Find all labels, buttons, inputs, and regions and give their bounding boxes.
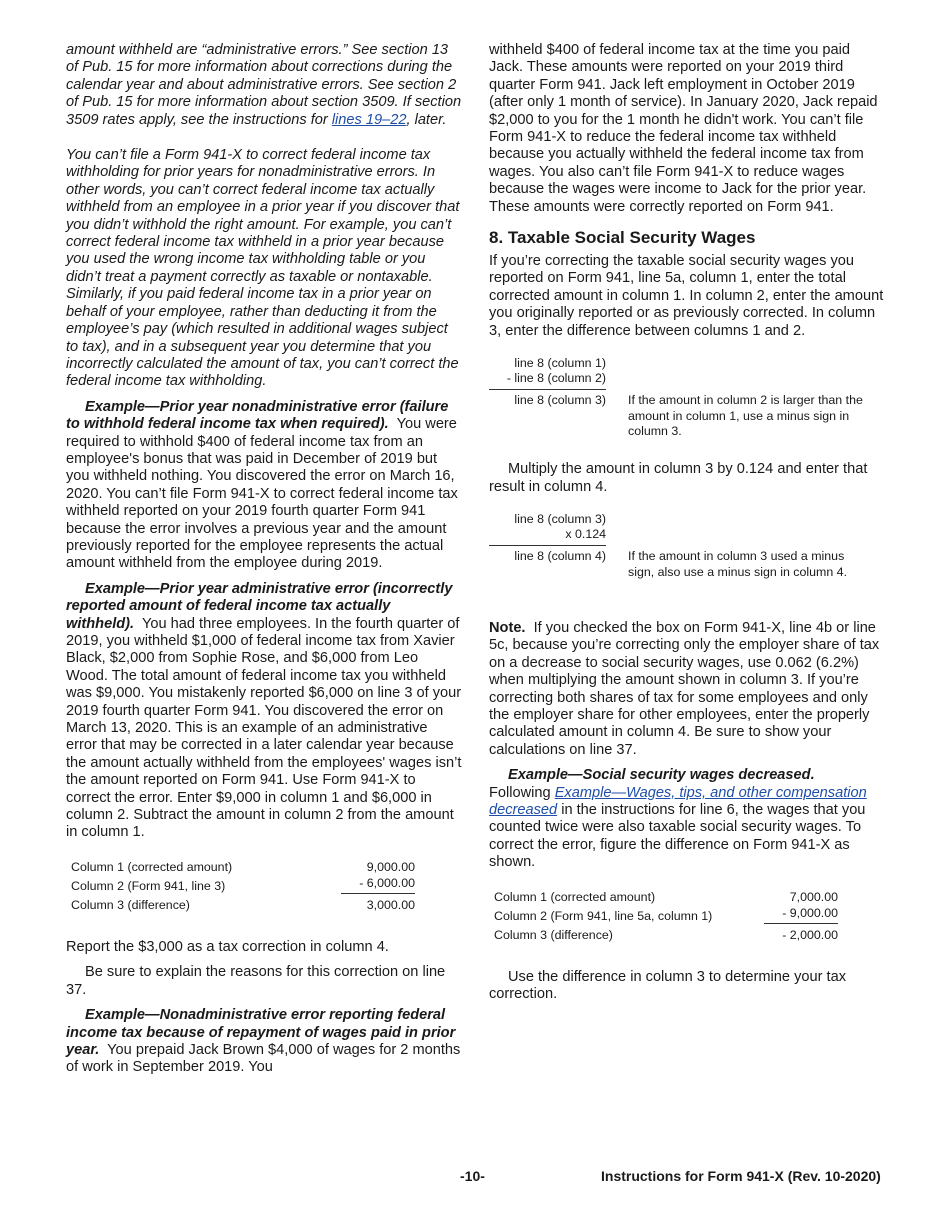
calc-note: If the amount in column 2 is larger than the amount in column 1, use a minus sign in column 3. [628, 393, 863, 438]
paragraph-nonadmin-errors: You can’t file a Form 941-X to correct federal income tax withholding for prior years for nonadministrative errors. In other words, you can’t correct federal income tax actually withheld from an employee in a prior year if you discover that you didn’t withhold the right amount. For example, you can’t correct federal income tax withheld in a prior year because you used the wrong income tax withholding table or you didn’t treat a payment correctly as taxable or nontaxable. Similarly, if you paid federal income tax in a prior year on behalf of your employee, rather than deducting it from the employee’s pay (which resulted in additional wages subject to tax), and in a subsequent year you determine that you incorrectly calculated the amount of tax, you can’t correct the federal income tax withholding. [66, 147, 460, 390]
left-column [66, 42, 462, 1085]
paragraph-jack-continued: withheld $400 of federal income tax at the time you paid Jack. These amounts were reported on your 2019 third quarter Form 941. Jack left employment in October 2019 (after only 1 month of service). In January 2020, Jack repaid $2,000 to you for the 1 month he didn't work. You can’t file Form 941-X to reduce the federal income tax withheld because you actually withheld the federal income tax from wages. You also can’t file Form 941-X to reduce wages because the wages were income to Jack for the prior year. These amounts were correctly reported on Form 941. [489, 42, 878, 215]
table-row: Column 3 (difference) - 2,000.00 [494, 927, 838, 942]
wages-tips-example-link[interactable]: Example—Wages, tips, and other compensation decreased [489, 784, 867, 818]
right-column [489, 42, 887, 1011]
table-row: Column 1 (corrected amount) 9,000.00 [71, 859, 415, 874]
section-heading: 8. Taxable Social Security Wages [489, 228, 756, 248]
example-prior-year-nonadmin: Example—Prior year nonadministrative error (failure to withhold federal income tax when required). You were required to withhold $400 of federal income tax from an employee's bonus that was paid in December of 2019 but you withheld nothing. You discovered the error on March 16, 2020. You can’t file Form 941-X to correct federal income tax withheld reported on your 2019 fourth quarter Form 941 because the error involves a previous year and the amount previously reported for the employee represents the actual amount withheld from the employee during 2019. [66, 398, 458, 572]
table-row: Column 2 (Form 941, line 5a, column 1) - 9,000.00 [494, 905, 838, 923]
footer-title: Instructions for Form 941-X (Rev. 10-2020) [601, 1168, 881, 1184]
example-ss-wages-decreased: Example—Social security wages decreased. Following Example—Wages, tips, and other compensation decreased in the instructions for line 6, the wages that you counted twice were also taxable social security wages. To correct the error, figure the difference on Form 941-X as shown. [489, 767, 867, 871]
lines-19-22-link[interactable]: lines 19–22 [331, 111, 407, 128]
example-prior-year-admin: Example—Prior year administrative error (incorrectly reported amount of federal income tax actually withheld). You had three employees. In the fourth quarter of 2019, you withheld $1,000 of federal income tax from Xavier Black, $2,000 from Sophie Rose, and $6,000 from Leo Wood. The total amount of federal income tax you withheld was $9,000. You mistakenly reported $6,000 on line 3 of your 2019 fourth quarter Form 941. You discovered the error on March 13, 2020. This is an example of an administrative error that may be corrected in a later calendar year because the amount actually withheld from the employees' wages isn’t the amount reported on Form 941. Use Form 941-X to correct the error. Enter $9,000 in column 1 and $6,000 in column 2. Subtract the amount in column 2 from the amount in column 1. [66, 580, 462, 841]
paragraph-explain: Be sure to explain the reasons for this correction on line 37. [66, 964, 446, 998]
paragraph-admin-errors: amount withheld are “administrative errors.” See section 13 of Pub. 15 for more information about corrections during the calendar year and about administrative errors. See section 2 of Pub. 15 for more information about section 3509. If section 3509 rates apply, see the instructions for lines 19–22, later. [66, 42, 462, 128]
paragraph-multiply: Multiply the amount in column 3 by 0.124 and enter that result in column 4. [489, 461, 868, 495]
calc-column-3: line 8 (column 1) - line 8 (column 2) line 8 (column 3) If the amount in column 2 is larger than the amount in column 1, use a minus sign in column 3. [489, 356, 887, 439]
paragraph-note: Note. If you checked the box on Form 941-X, line 4b or line 5c, because you’re correcting only the employer share of tax on a decrease to social security wages, use 0.062 (6.2%) when multiplying the amount shown in column 3. If you’re correcting both shares of tax for some employees and only the employer share for other employees, enter the properly calculated amount in column 4. Be sure to show your calculations on line 37. [489, 619, 880, 758]
table-row: Column 3 (difference) 3,000.00 [71, 897, 415, 912]
correction-table-left [71, 856, 415, 913]
correction-table-right [494, 886, 838, 943]
page-number: -10- [460, 1168, 485, 1184]
calc-column-4: line 8 (column 3) x 0.124 line 8 (column 4) If the amount in column 3 used a minus sign, also use a minus sign in column 4. [489, 512, 887, 580]
table-row: Column 2 (Form 941, line 3) - 6,000.00 [71, 875, 415, 893]
calc-note: If the amount in column 3 used a minus sign, also use a minus sign in column 4. [628, 549, 848, 579]
paragraph-report: Report the $3,000 as a tax correction in column 4. [66, 938, 389, 955]
table-row: Column 1 (corrected amount) 7,000.00 [494, 889, 838, 904]
example-repayment-wages: Example—Nonadministrative error reporting federal income tax because of repayment of wages paid in prior year. You prepaid Jack Brown $4,000 of wages for 2 months of work in September 2019. You [66, 1007, 461, 1076]
paragraph-use-difference: Use the difference in column 3 to determine your tax correction. [489, 968, 847, 1003]
paragraph-ss-wages: If you’re correcting the taxable social security wages you reported on Form 941, line 5a, column 1, enter the total corrected amount in column 1. In column 2, enter the amount you originally reported or as previously corrected. In column 3, enter the difference between columns 1 and 2. [489, 253, 884, 339]
